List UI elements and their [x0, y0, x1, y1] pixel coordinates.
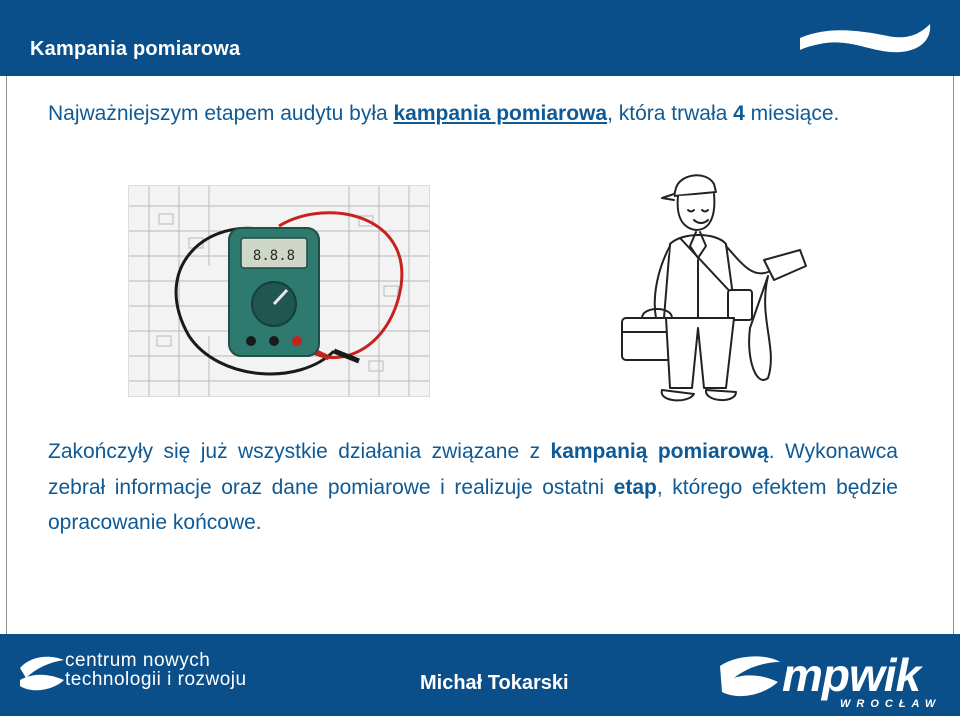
- mpwik-logo-name: mpwik: [782, 649, 921, 701]
- intro-months-count: 4: [733, 102, 745, 125]
- paragraph-status: [48, 434, 898, 541]
- worker-with-toolbox-icon: [618, 168, 818, 413]
- status-text-3: , którego efektem będzie opracowanie końcowe.: [48, 475, 898, 535]
- header-bar: [0, 0, 960, 76]
- cntir-line-1: centrum nowych: [65, 650, 211, 671]
- cntir-logo-icon: [16, 650, 68, 700]
- status-text-2: . Wykonawca zebrał informacje oraz dane pomiarowe i realizuje ostatni: [48, 440, 898, 499]
- wave-logo-icon: [798, 20, 938, 60]
- author-name: Michał Tokarski: [420, 672, 569, 694]
- intro-text-3: miesiące.: [744, 102, 840, 125]
- multimeter-illustration-icon: [129, 186, 429, 396]
- multimeter-photo: [128, 185, 430, 397]
- intro-text-1: Najważniejszym etapem audytu była: [48, 102, 394, 125]
- paragraph-intro: [48, 98, 898, 131]
- worker-drawing: [618, 168, 818, 413]
- intro-text-2: , która trwała: [607, 102, 734, 125]
- status-text-1: Zakończyły się już wszystkie działania związane z: [48, 440, 551, 463]
- mpwik-logo-city: WROCŁAW: [840, 698, 942, 710]
- footer-bar: [0, 634, 960, 716]
- cntir-logo-text: [65, 651, 247, 689]
- svg-text:8.8.8: 8.8.8: [252, 248, 296, 264]
- cntir-line-2: technologii i rozwoju: [65, 669, 247, 690]
- slide-title: Kampania pomiarowa: [30, 38, 241, 60]
- status-highlight-stage: etap: [613, 475, 657, 499]
- status-highlight-campaign: kampanią pomiarową: [550, 440, 769, 463]
- intro-highlight-campaign: kampania pomiarowa: [393, 102, 608, 125]
